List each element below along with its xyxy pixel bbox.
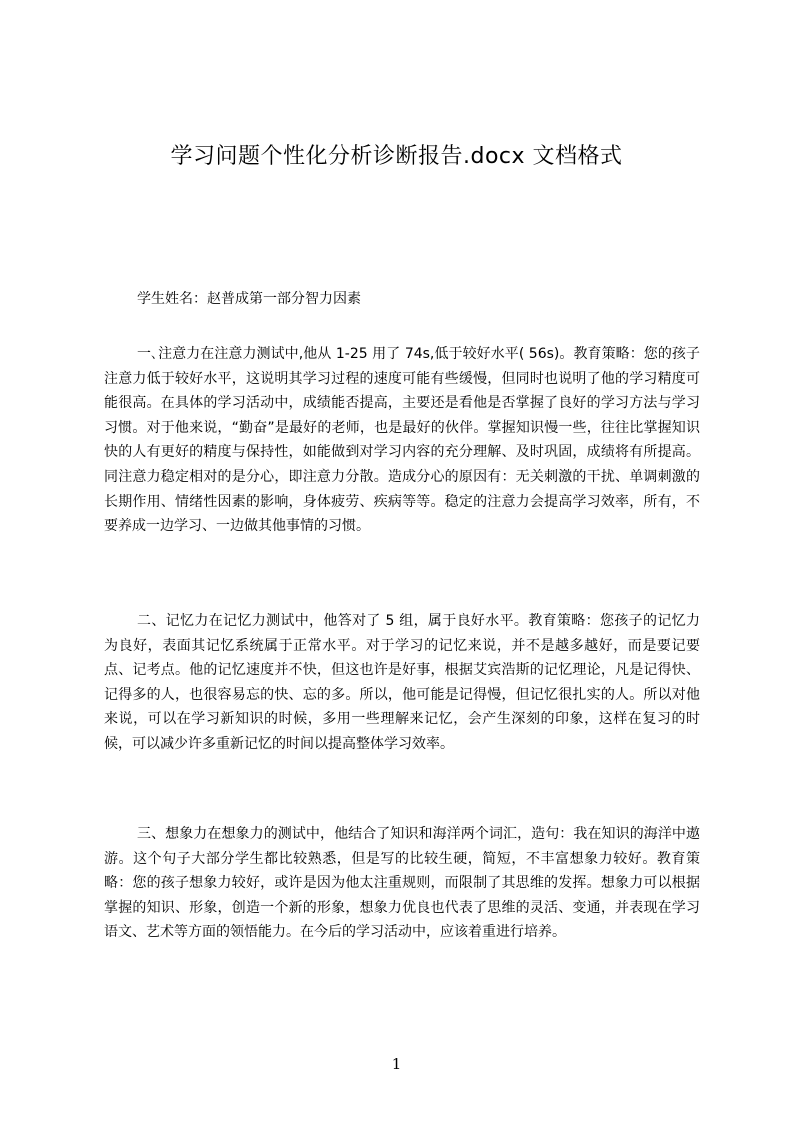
paragraph-memory: 二、记忆力在记忆力测试中，他答对了 5 组，属于良好水平。教育策略：您孩子的记忆力为良好，表面其记忆系统属于正常水平。对于学习的记忆来说，并不是越多越好，而是要记要点、记考点。他的记忆速度并不快，但这也许是好事，根据艾宾浩斯的记忆理论，凡是记得快、记得多的人，也很容易忘的快、忘的多。所以，他可能是记得慢，但记忆很扎实的人。所以对他来说，可以在学习新知识的时候，多用一些理解来记忆，会产生深刻的印象，这样在复习的时候，可以减少许多重新记忆的时间以提高整体学习效率。 [104, 613, 700, 752]
paragraph-imagination: 三、想象力在想象力的测试中，他结合了知识和海洋两个词汇，造句：我在知识的海洋中遨游。这个句子大部分学生都比较熟悉，但是写的比较生硬，简短，不丰富想象力较好。教育策略：您的孩子想象力较好，或许是因为他太注重规则，而限制了其思维的发挥。想象力可以根据掌握的知识、形象，创造一个新的形象，想象力优良也代表了思维的灵活、变通，并表现在学习语文、艺术等方面的领悟能力。在今后的学习活动中，应该着重进行培养。 [104, 826, 700, 941]
page-number: 1 [391, 1055, 402, 1073]
student-name-line: 学生姓名：赵普成第一部分智力因素 [137, 291, 361, 307]
paragraph-attention: 一､注意力在注意力测试中,他从 1-25 用了 74s,低于较好水平( 56s)。教育策略：您的孩子注意力低于较好水平，这说明其学习过程的速度可能有些缓慢，但同时也说明了他的学习精度可能很高。在具体的学习活动中，成绩能否提高，主要还是看他是否掌握了良好的学习方法与学习习惯。对于他来说，“勤奋”是最好的老师，也是最好的伙伴。掌握知识慢一些，往往比掌握知识快的人有更好的精度与保持性，如能做到对学习内容的充分理解、及时巩固，成绩将有所提高。同注意力稳定相对的是分心，即注意力分散。造成分心的原因有：无关刺激的干扰、单调刺激的长期作用、情绪性因素的影响，身体疲劳、疾病等等。稳定的注意力会提高学习效率，所有，不要养成一边学习、一边做其他事情的习惯。 [104, 346, 700, 535]
document-title: 学习问题个性化分析诊断报告.docx 文档格式 [170, 144, 623, 169]
